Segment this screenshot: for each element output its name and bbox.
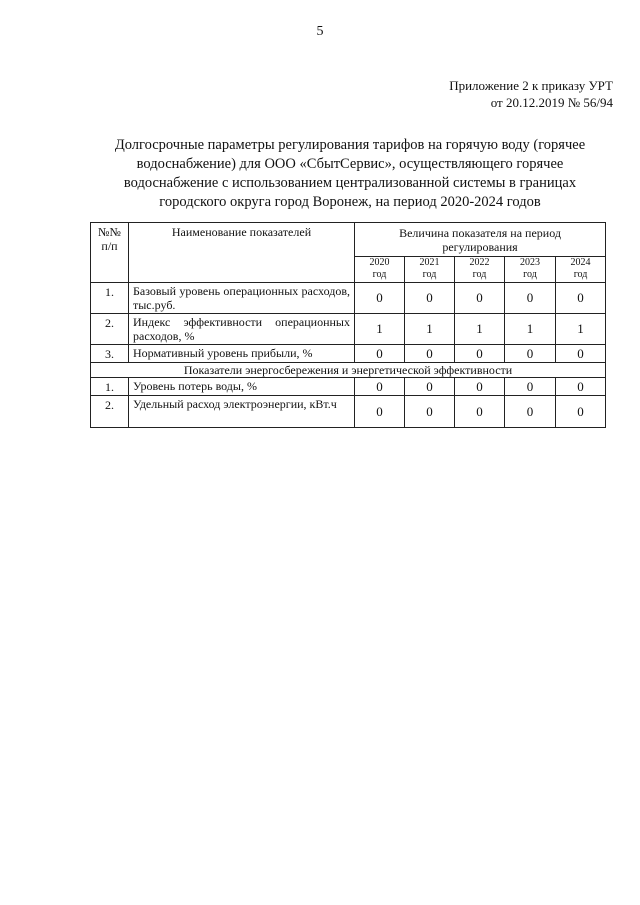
row-value: 0 bbox=[556, 283, 606, 314]
row-value: 0 bbox=[505, 378, 556, 396]
row-value: 0 bbox=[405, 378, 455, 396]
row-number: 3. bbox=[91, 345, 129, 363]
row-value: 0 bbox=[355, 283, 405, 314]
table-row bbox=[91, 378, 606, 396]
row-value: 0 bbox=[455, 345, 505, 363]
year-header-2024 bbox=[556, 257, 606, 283]
section-heading: Показатели энергосбережения и энергетической эффективности bbox=[91, 363, 606, 378]
year-unit: год bbox=[523, 269, 537, 280]
row-value: 0 bbox=[355, 345, 405, 363]
row-name: Базовый уровень операционных расходов, тыс.руб. bbox=[129, 283, 355, 314]
row-value: 0 bbox=[405, 345, 455, 363]
year-unit: год bbox=[472, 269, 487, 280]
title-line-2: водоснабжение) для ООО «СбытСервис», осуществляющего горячее bbox=[136, 156, 564, 172]
table-header-row bbox=[91, 223, 606, 257]
row-value: 1 bbox=[556, 314, 606, 345]
row-value: 0 bbox=[455, 283, 505, 314]
row-value: 0 bbox=[455, 378, 505, 396]
appendix-line-1: Приложение 2 к приказу УРТ bbox=[449, 78, 613, 93]
row-name: Уровень потерь воды, % bbox=[129, 378, 355, 396]
document-title bbox=[90, 136, 610, 212]
page-number: 5 bbox=[316, 24, 324, 39]
row-value: 0 bbox=[556, 345, 606, 363]
row-number: 1. bbox=[91, 283, 129, 314]
header-number-line-2: п/п bbox=[101, 239, 118, 253]
title-line-4: городского округа город Воронеж, на период 2020-2024 годов bbox=[159, 194, 541, 210]
row-value: 0 bbox=[455, 396, 505, 428]
header-number-line-1: №№ bbox=[98, 225, 121, 239]
year-header-2023 bbox=[505, 257, 556, 283]
row-value: 1 bbox=[455, 314, 505, 345]
header-period-line-1: Величина показателя на период bbox=[399, 226, 561, 240]
table-row bbox=[91, 396, 606, 428]
row-value: 0 bbox=[405, 283, 455, 314]
row-value: 0 bbox=[405, 396, 455, 428]
year-header-2022 bbox=[455, 257, 505, 283]
title-line-3: водоснабжение с использованием централизованной системы в границах bbox=[123, 175, 577, 191]
row-value: 0 bbox=[556, 396, 606, 428]
header-number bbox=[91, 223, 129, 283]
row-value: 0 bbox=[505, 283, 556, 314]
table-row bbox=[91, 283, 606, 314]
row-value: 0 bbox=[355, 396, 405, 428]
year-header-2021 bbox=[405, 257, 455, 283]
year-label: 2023 bbox=[520, 257, 540, 268]
table-row bbox=[91, 345, 606, 363]
year-unit: год bbox=[573, 269, 588, 280]
year-label: 2020 bbox=[369, 257, 390, 268]
row-number: 2. bbox=[91, 314, 129, 345]
row-name: Удельный расход электроэнергии, кВт.ч bbox=[129, 396, 355, 428]
year-unit: год bbox=[422, 269, 437, 280]
title-line-1: Долгосрочные параметры регулирования тарифов на горячую воду (горячее bbox=[114, 137, 586, 153]
row-value: 1 bbox=[405, 314, 455, 345]
row-value: 1 bbox=[505, 314, 556, 345]
appendix-line-2: от 20.12.2019 № 56/94 bbox=[490, 95, 613, 110]
row-number: 1. bbox=[91, 378, 129, 396]
year-label: 2024 bbox=[570, 257, 591, 268]
section-row bbox=[91, 363, 606, 378]
row-value: 0 bbox=[556, 378, 606, 396]
row-name: Нормативный уровень прибыли, % bbox=[129, 345, 355, 363]
year-header-2020 bbox=[355, 257, 405, 283]
row-number: 2. bbox=[91, 396, 129, 428]
header-period-line-2: регулирования bbox=[442, 240, 518, 254]
header-name: Наименование показателей bbox=[129, 223, 355, 283]
row-value: 0 bbox=[355, 378, 405, 396]
header-period bbox=[355, 223, 606, 257]
row-value: 0 bbox=[505, 345, 556, 363]
table-row bbox=[91, 314, 606, 345]
row-value: 0 bbox=[505, 396, 556, 428]
year-label: 2022 bbox=[469, 257, 490, 268]
year-label: 2021 bbox=[419, 257, 440, 268]
parameters-table bbox=[90, 222, 606, 428]
appendix-reference bbox=[449, 77, 613, 111]
row-value: 1 bbox=[355, 314, 405, 345]
row-name: Индекс эффективности операционных расходов, % bbox=[129, 314, 355, 345]
year-unit: год bbox=[372, 269, 387, 280]
